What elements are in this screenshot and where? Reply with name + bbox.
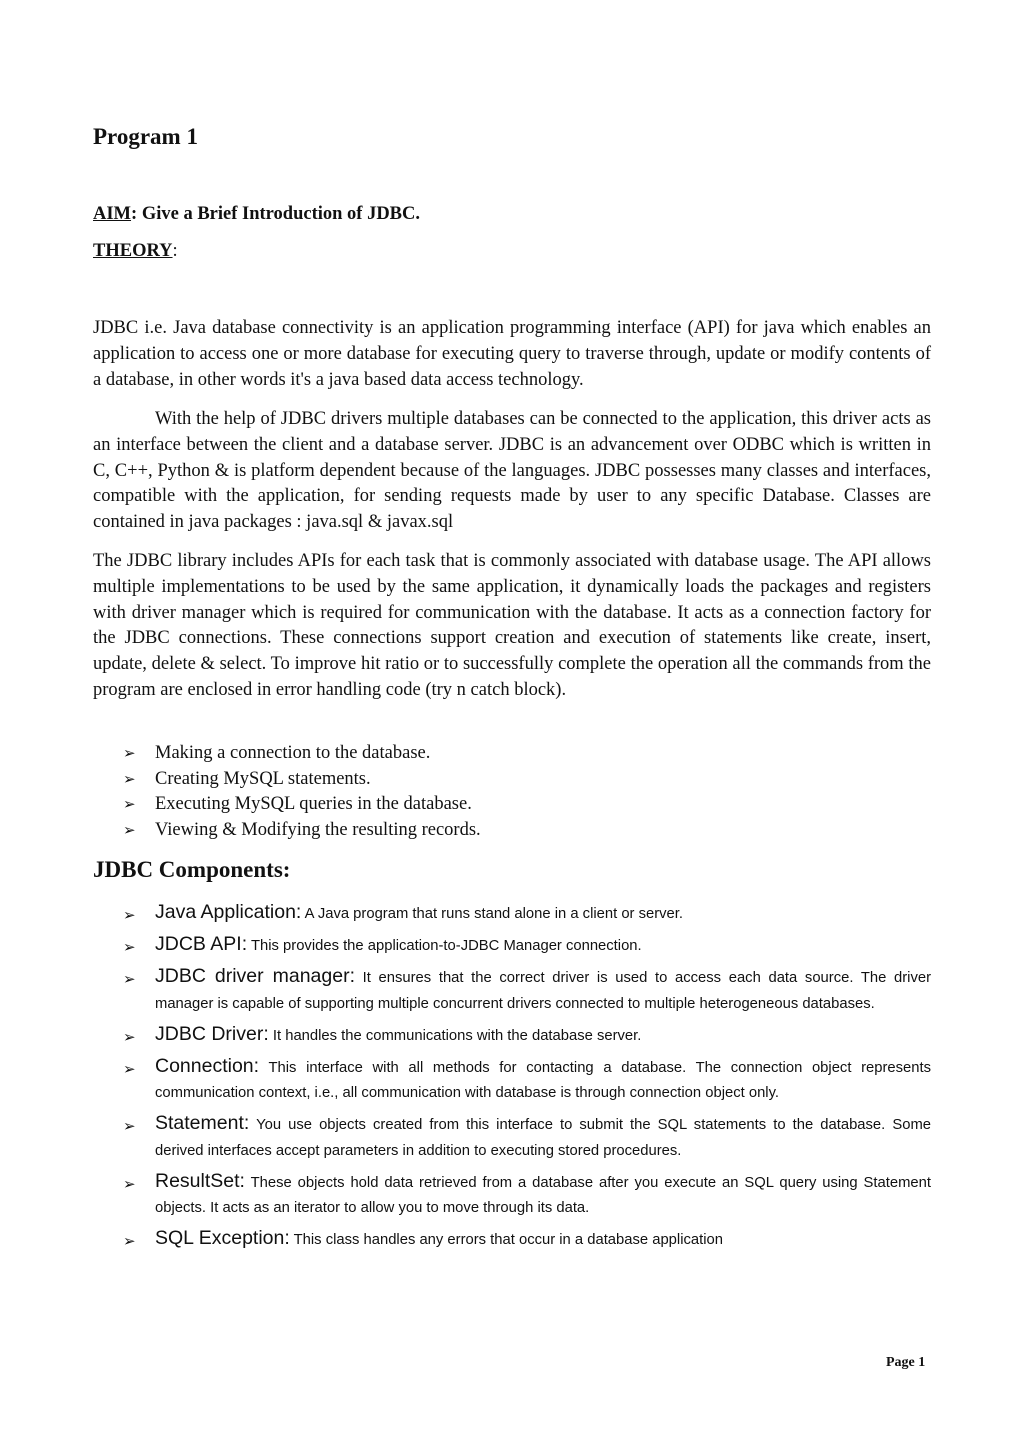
theory-separator: : (172, 241, 178, 261)
list-item-text: Executing MySQL queries in the database. (155, 794, 472, 815)
arrow-bullet-icon: ➢ (123, 744, 136, 762)
list-item (93, 741, 931, 767)
component-item (93, 932, 931, 960)
list-item-text: Viewing & Modifying the resulting records. (155, 819, 481, 840)
list-item (93, 767, 931, 793)
components-list (93, 900, 931, 1258)
component-description: A Java program that runs stand alone in a client or server. (301, 906, 684, 922)
component-term: ResultSet: (155, 1169, 245, 1192)
component-item (93, 964, 931, 1017)
aim-label: AIM (93, 204, 132, 224)
paragraph-library: The JDBC library includes APIs for each task that is commonly associated with database usage. The API allows multiple implementations to be used by the same application, it dynamically loads the packages and registers with driver manager which is required for communication with the database. It acts as a connection factory for the JDBC connections. These connections support creation and execution of statements like create, insert, update, delete & select. To improve hit ratio or to successfully complete the operation all the commands from the program are enclosed in error handling code (try n catch block). (93, 551, 931, 700)
component-item (93, 1054, 931, 1107)
component-description: This class handles any errors that occur in a database application (289, 1232, 723, 1248)
arrow-bullet-icon: ➢ (123, 1232, 136, 1250)
paragraph-intro: JDBC i.e. Java database connectivity is an application programming interface (API) for java which enables an application to access one or more database for executing query to traverse through, update or modify contents of a database, in other words it's a java based data access technology. (93, 318, 931, 390)
component-item (93, 1022, 931, 1050)
list-item (93, 818, 931, 844)
component-item (93, 1169, 931, 1222)
paragraph-drivers: With the help of JDBC drivers multiple databases can be connected to the application, this driver acts as an interface between the client and a database server. JDBC is an advancement over ODBC which is written in C, C++, Python & is platform dependent because of the languages. JDBC possesses many classes and interfaces, compatible with the application, for sending requests made by user to any specific Database. Classes are contained in java packages : java.sql & javax.sql (93, 409, 931, 533)
component-term: SQL Exception: (155, 1227, 290, 1249)
page-title: Program 1 (93, 124, 198, 149)
component-description: This provides the application-to-JDBC Manager connection. (247, 938, 642, 954)
arrow-bullet-icon: ➢ (123, 795, 136, 814)
theory-label: THEORY (93, 241, 173, 261)
arrow-bullet-icon: ➢ (123, 1174, 136, 1193)
list-item-text: Making a connection to the database. (155, 743, 431, 763)
arrow-bullet-icon: ➢ (123, 938, 136, 956)
arrow-bullet-icon: ➢ (123, 769, 136, 788)
component-term: Connection: (155, 1054, 260, 1077)
component-description: It ensures that the correct driver is used to access each data source. The driver manager is capable of supporting multiple concurrent drivers connected to multiple heterogeneous databases. (155, 970, 931, 1012)
component-item (93, 1226, 931, 1254)
list-item-text: Creating MySQL statements. (155, 768, 371, 789)
theory-line (93, 241, 178, 262)
aim-line (93, 204, 420, 225)
arrow-bullet-icon: ➢ (123, 906, 136, 924)
component-item (93, 1111, 931, 1164)
component-term: Java Application: (155, 901, 302, 923)
arrow-bullet-icon: ➢ (123, 970, 136, 988)
arrow-bullet-icon: ➢ (123, 820, 136, 839)
component-term: Statement: (155, 1112, 250, 1134)
arrow-bullet-icon: ➢ (123, 1117, 136, 1135)
aim-separator: : (131, 204, 138, 224)
task-bullet-list (93, 741, 931, 843)
component-description: You use objects created from this interface to submit the SQL statements to the database. Some derived interfaces accept parameters in addition to executing stored procedures. (155, 1117, 931, 1159)
component-item (93, 900, 931, 928)
arrow-bullet-icon: ➢ (123, 1059, 136, 1078)
component-description: It handles the communications with the database server. (268, 1027, 642, 1044)
page-number: Page 1 (886, 1355, 926, 1370)
components-heading: JDBC Components: (93, 857, 291, 882)
component-term: JDBC driver manager: (155, 965, 355, 987)
arrow-bullet-icon: ➢ (123, 1027, 136, 1046)
component-description: These objects hold data retrieved from a database after you execute an SQL query using Statement objects. It acts as an iterator to allow you to move through its data. (155, 1174, 931, 1216)
component-description: This interface with all methods for contacting a database. The connection object represents communication context, i.e., all communication with database is through connection object only. (155, 1059, 931, 1101)
aim-text: Give a Brief Introduction of JDBC. (137, 204, 421, 224)
component-term: JDCB API: (155, 933, 248, 955)
list-item (93, 792, 931, 818)
component-term: JDBC Driver: (155, 1022, 269, 1045)
